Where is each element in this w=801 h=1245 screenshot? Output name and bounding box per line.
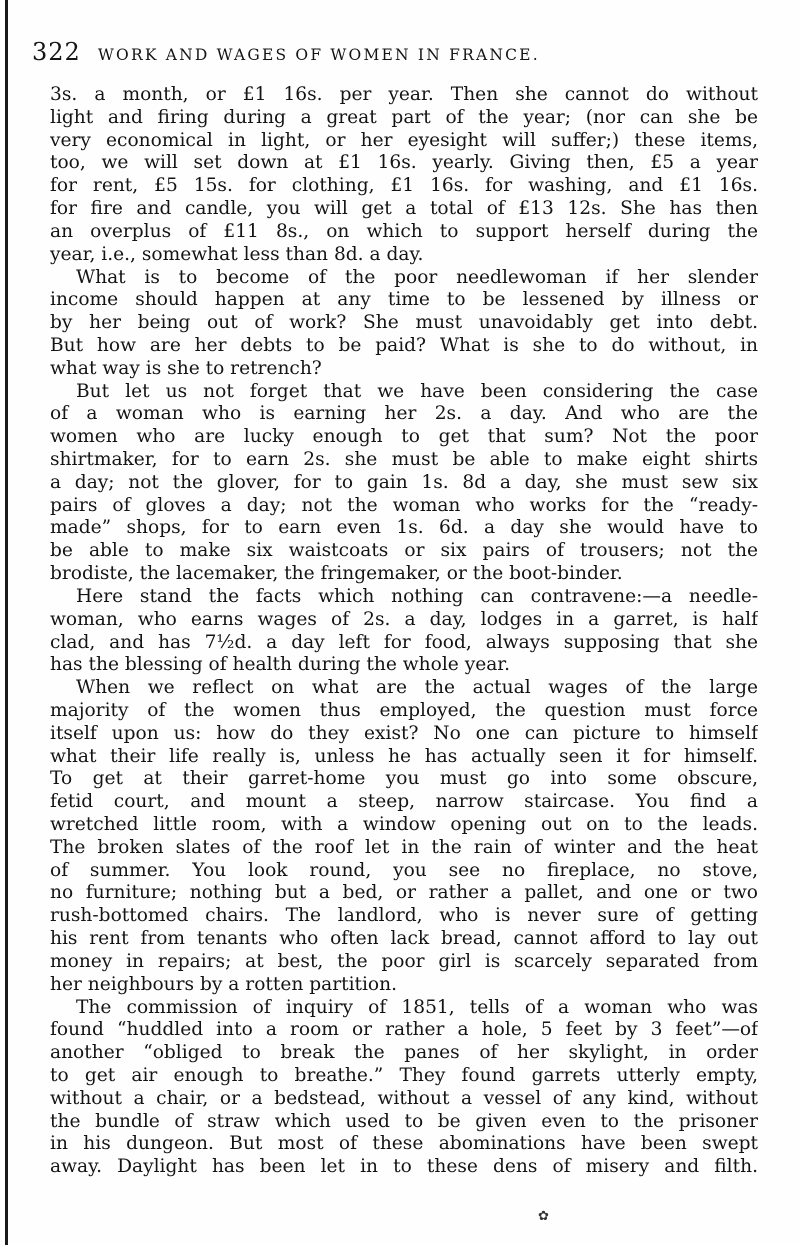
text-line: woman, who earns wages of 2s. a day, lodges in a garret, is half [50, 608, 758, 630]
text-line: what their life really is, unless he has actually seen it for himself. [50, 745, 758, 767]
text-line: his rent from tenants who often lack bread, cannot afford to lay out [50, 928, 758, 950]
text-line: money in repairs; at best, the poor girl is scarcely separated from [50, 950, 758, 972]
text-line: away. Daylight has been let in to these dens of misery and filth. [50, 1156, 758, 1178]
signature-mark: ✿ [538, 1209, 549, 1224]
text-line: a day; not the glover, for to gain 1s. 8d a day, she must sew six [50, 471, 758, 493]
text-line: light and firing during a great part of the year; (nor can she be [50, 106, 758, 128]
text-line: her neighbours by a rotten partition. [50, 973, 398, 995]
text-line: Here stand the facts which nothing can contravene:—a needle- [76, 585, 758, 607]
page-edge-rule [5, 0, 8, 1245]
text-line: But let us not forget that we have been considering the case [76, 380, 758, 402]
text-line: an overplus of £11 8s., on which to support herself during the [50, 220, 758, 242]
text-line: too, we will set down at £1 16s. yearly. Giving then, £5 a year [50, 152, 758, 174]
running-title: WORK AND WAGES OF WOMEN IN FRANCE. [97, 46, 540, 64]
text-line: fetid court, and mount a steep, narrow staircase. You find a [50, 791, 758, 813]
text-line: of summer. You look round, you see no fireplace, no stove, [50, 859, 758, 881]
text-line: What is to become of the poor needlewoman if her slender [76, 266, 758, 288]
text-line: another “obliged to break the panes of her skylight, in order [50, 1042, 758, 1064]
text-line: shirtmaker, for to earn 2s. she must be able to make eight shirts [50, 449, 758, 470]
text-line: The broken slates of the roof let in the rain of winter and the heat [50, 836, 758, 858]
body-text [50, 84, 758, 1179]
text-line: by her being out of work? She must unavoidably get into debt. [50, 312, 758, 334]
text-line: the bundle of straw which used to be given even to the prisoner [50, 1110, 758, 1132]
text-line: income should happen at any time to be lessened by illness or [50, 289, 758, 311]
text-line: brodiste, the lacemaker, the fringemaker, or the boot-binder. [50, 563, 623, 585]
text-line: in his dungeon. But most of these abominations have been swept [50, 1133, 758, 1155]
running-header [32, 38, 772, 68]
text-line: pairs of gloves a day; not the woman who works for the “ready- [50, 494, 758, 516]
text-line: women who are lucky enough to get that sum? Not the poor [50, 426, 758, 448]
text-line: To get at their garret-home you must go into some obscure, [50, 768, 758, 790]
text-line: very economical in light, or her eyesight will suffer;) these items, [50, 129, 758, 151]
text-line: But how are her debts to be paid? What is she to do without, in [50, 334, 758, 356]
text-line: wretched little room, with a window opening out on to the leads. [50, 814, 758, 835]
text-line: found “huddled into a room or rather a hole, 5 feet by 3 feet”—of [50, 1019, 758, 1041]
text-line: of a woman who is earning her 2s. a day. And who are the [50, 403, 758, 425]
text-line: itself upon us: how do they exist? No one can picture to himself [50, 722, 758, 744]
text-line: clad, and has 7½d. a day left for food, always supposing that she [50, 631, 758, 653]
text-line: be able to make six waistcoats or six pairs of trousers; not the [50, 540, 758, 562]
text-line: When we reflect on what are the actual wages of the large [76, 677, 758, 699]
page-number: 322 [32, 38, 81, 66]
text-line: rush-bottomed chairs. The landlord, who is never sure of getting [50, 905, 758, 927]
text-line: made” shops, for to earn even 1s. 6d. a day she would have to [50, 517, 758, 539]
text-line: no furniture; nothing but a bed, or rather a pallet, and one or two [50, 882, 758, 904]
text-line: majority of the women thus employed, the question must force [50, 699, 758, 721]
text-line: has the blessing of health during the whole year. [50, 654, 511, 676]
text-line: what way is she to retrench? [50, 357, 322, 379]
text-line: 3s. a month, or £1 16s. per year. Then she cannot do without [50, 84, 758, 105]
text-line: year, i.e., somewhat less than 8d. a day. [50, 243, 424, 265]
text-line: without a chair, or a bedstead, without a vessel of any kind, without [50, 1087, 758, 1109]
text-line: for fire and candle, you will get a total of £13 12s. She has then [50, 198, 758, 220]
text-line: The commission of inquiry of 1851, tells of a woman who was [76, 996, 758, 1018]
text-line: to get air enough to breathe.” They found garrets utterly empty, [50, 1064, 758, 1086]
text-line: for rent, £5 15s. for clothing, £1 16s. for washing, and £1 16s. [50, 175, 758, 197]
